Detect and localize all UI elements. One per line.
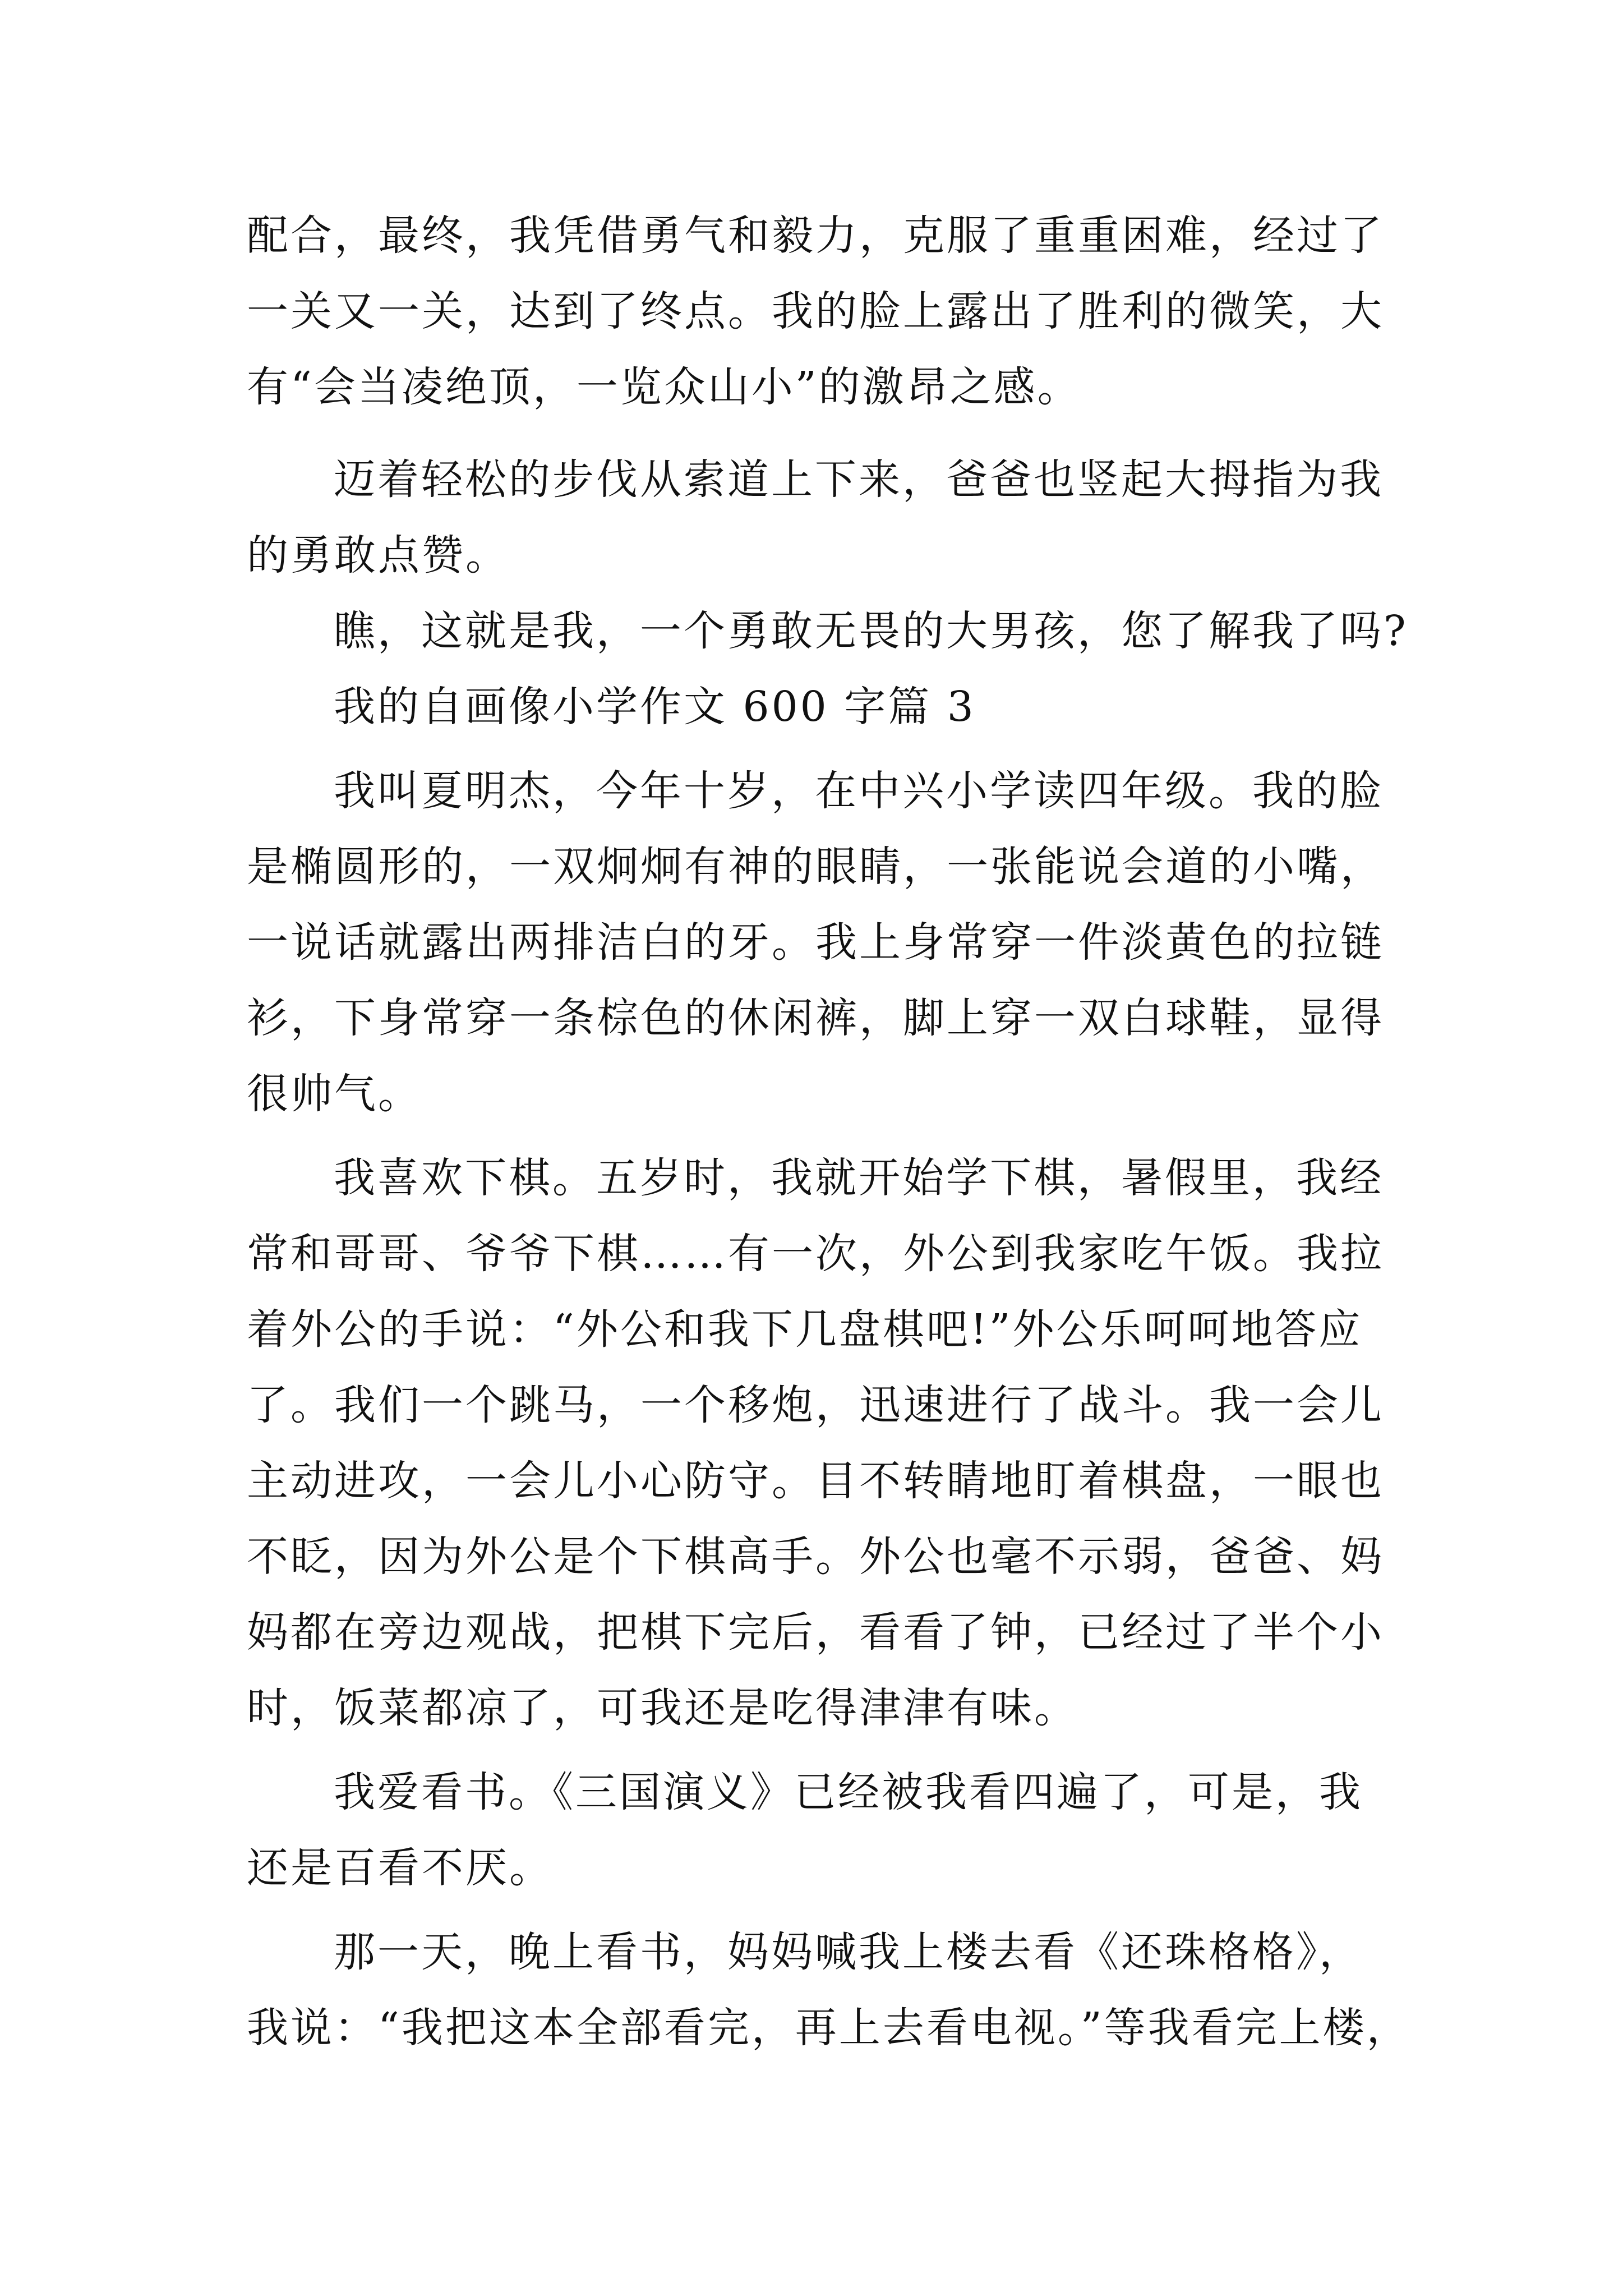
text-line: 的勇敢点赞。 [247,531,509,579]
text-line: 我说：“我把这本全部看完，再上去看电视。”等我看完上楼， [247,2004,1410,2052]
text-line: 配合，最终，我凭借勇气和毅力，克服了重重困难，经过了 [247,211,1384,260]
text-line: 我爱看书。《三国演义》已经被我看四遍了，可是，我 [334,1768,1363,1816]
text-line: 我叫夏明杰，今年十岁，在中兴小学读四年级。我的脸 [334,767,1384,815]
text-line: 了。我们一个跳马，一个移炮，迅速进行了战斗。我一会儿 [247,1381,1384,1429]
text-line: 着外公的手说：“外公和我下几盘棋吧!”外公乐呵呵地答应 [247,1305,1363,1354]
text-line: 有“会当凌绝顶，一览众山小”的激昂之感。 [247,363,1081,411]
text-line: 常和哥哥、爷爷下棋……有一次，外公到我家吃午饭。我拉 [247,1230,1384,1278]
text-line: 那一天，晚上看书，妈妈喊我上楼去看《还珠格格》， [334,1928,1363,1976]
section-heading: 我的自画像小学作文 600 字篇 3 [334,683,976,731]
text-line: 妈都在旁边观战，把棋下完后，看看了钟，已经过了半个小 [247,1608,1384,1657]
text-line: 瞧，这就是我，一个勇敢无畏的大男孩，您了解我了吗? [334,607,1408,655]
text-line: 时，饭菜都凉了，可我还是吃得津津有味。 [247,1684,1078,1732]
text-line: 衫，下身常穿一条棕色的休闲裤，脚上穿一双白球鞋，显得 [247,994,1384,1042]
text-line: 我喜欢下棋。五岁时，我就开始学下棋，暑假里，我经 [334,1154,1384,1202]
text-line: 还是百看不厌。 [247,1844,553,1892]
text-line: 一说话就露出两排洁白的牙。我上身常穿一件淡黄色的拉链 [247,918,1384,967]
text-line: 不眨，因为外公是个下棋高手。外公也毫不示弱，爸爸、妈 [247,1533,1384,1581]
text-line: 很帅气。 [247,1070,422,1118]
text-line: 主动进攻，一会儿小心防守。目不转睛地盯着棋盘，一眼也 [247,1457,1384,1505]
text-line: 迈着轻松的步伐从索道上下来，爸爸也竖起大拇指为我 [334,455,1384,504]
text-line: 一关又一关，达到了终点。我的脸上露出了胜利的微笑，大 [247,287,1384,335]
text-line: 是椭圆形的，一双炯炯有神的眼睛，一张能说会道的小嘴， [247,843,1384,891]
